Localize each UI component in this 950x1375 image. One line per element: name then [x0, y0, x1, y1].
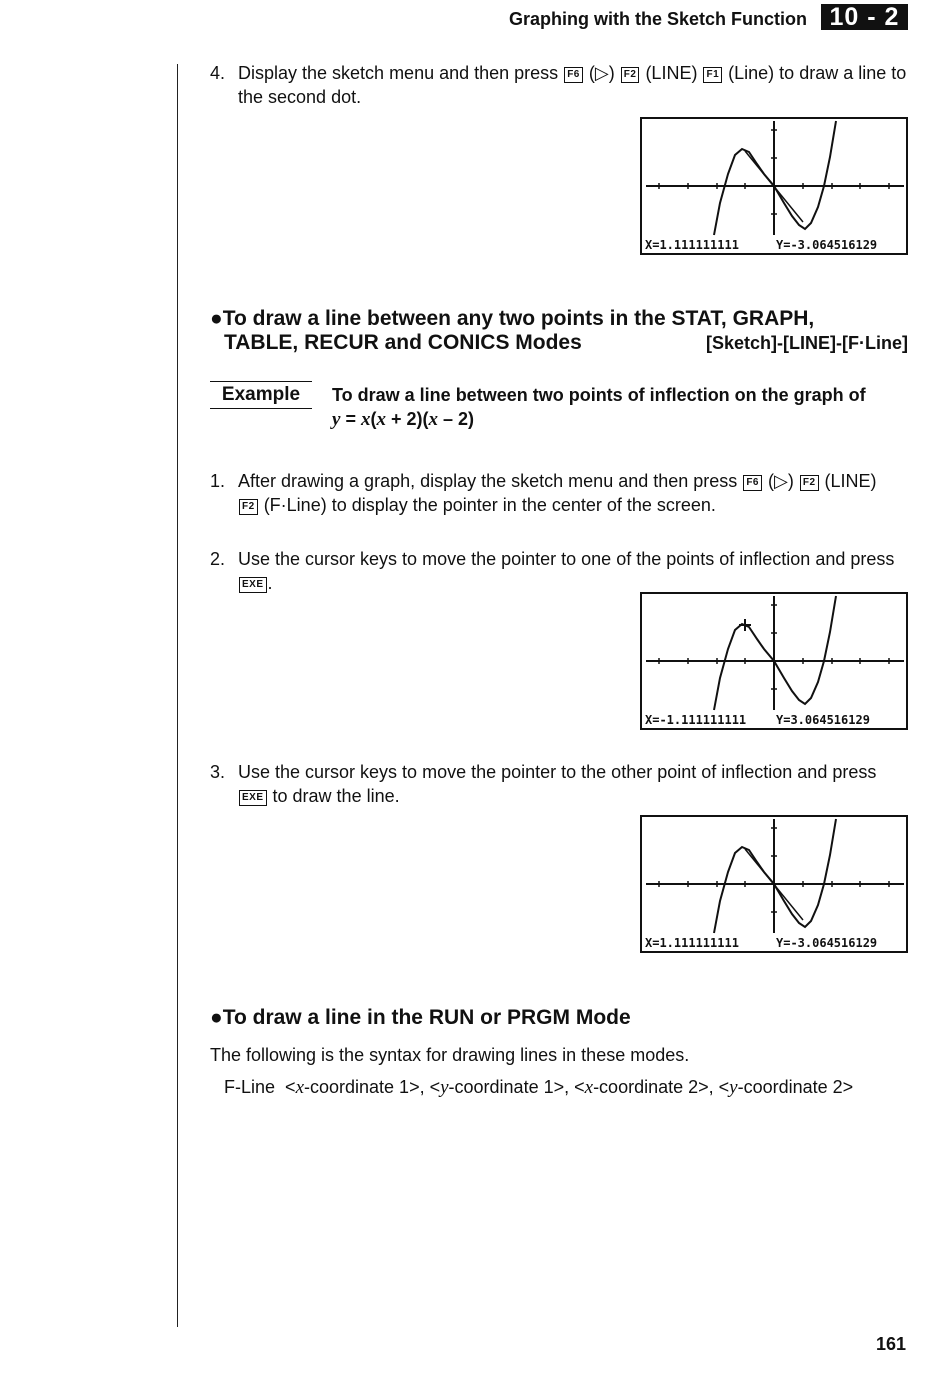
step-number: 1.: [210, 471, 226, 491]
graph-screen-3: [642, 817, 906, 951]
y-readout: Y=3.064516129: [776, 713, 870, 727]
f6-key: F6: [564, 67, 583, 83]
graph-screen-1: [642, 119, 906, 253]
x-readout: X=1.111111111: [645, 936, 739, 950]
syntax-line: F-Line <x-coordinate 1>, <y-coordinate 1>, <x-coordinate 2>, <y-coordinate 2>: [224, 1077, 854, 1098]
page-number: 161: [876, 1334, 907, 1354]
step-4: [210, 61, 910, 109]
step-text: Use the cursor keys to move the pointer to one of the points of inflection and press: [238, 549, 895, 569]
bullet: ●: [210, 1006, 223, 1029]
step-text: .: [267, 573, 273, 593]
step-text: After drawing a graph, display the sketch menu and then press: [238, 471, 738, 491]
f2-key: F2: [621, 67, 640, 83]
calculator-screen-3: [640, 815, 908, 953]
step-text: Display the sketch menu and then press: [238, 63, 559, 83]
f6-key: F6: [743, 475, 762, 491]
step-1: [210, 469, 880, 517]
bullet: ●: [210, 307, 223, 330]
section-heading-2: [210, 1006, 631, 1030]
step-text: (▷): [768, 471, 794, 491]
f2-key: F2: [800, 475, 819, 491]
graph-screen-2: [642, 594, 906, 728]
exe-key: EXE: [239, 790, 267, 806]
menu-path: [Sketch]-[LINE]-[F·Line]: [706, 333, 908, 353]
pointer-crosshair: [739, 619, 751, 631]
running-header-title: Graphing with the Sketch Function: [508, 9, 807, 29]
heading-line-1: To draw a line between any two points in the STAT, GRAPH,: [222, 307, 815, 330]
calculator-screen-1: [640, 117, 908, 255]
example-equation: y = x(x + 2)(x – 2): [332, 409, 474, 430]
calculator-screen-2: [640, 592, 908, 730]
example-label: Example: [210, 381, 312, 409]
x-readout: X=1.111111111: [645, 238, 739, 252]
step-text: (Line) to draw a line to the second dot.: [238, 63, 907, 107]
margin-rule: [177, 64, 178, 1327]
step-number: 4.: [210, 63, 226, 83]
y-readout: Y=-3.064516129: [776, 936, 878, 950]
step-text: to draw the line.: [272, 786, 400, 806]
step-number: 2.: [210, 549, 226, 569]
step-text: (LINE): [645, 63, 698, 83]
f2-key: F2: [239, 499, 258, 515]
section-number-badge: 10 - 2: [821, 4, 908, 30]
command-name: F-Line: [224, 1077, 276, 1097]
exe-key: EXE: [239, 577, 267, 593]
y-readout: Y=-3.064516129: [776, 238, 878, 252]
heading-line-2: TABLE, RECUR and CONICS Modes: [224, 331, 582, 354]
heading-text: To draw a line in the RUN or PRGM Mode: [222, 1006, 631, 1029]
step-number: 3.: [210, 762, 226, 782]
step-2: [210, 547, 910, 595]
syntax-intro: The following is the syntax for drawing lines in these modes.: [210, 1045, 690, 1065]
example-text: [332, 383, 866, 432]
example-description: To draw a line between two points of inflection on the graph of: [332, 385, 866, 405]
step-text: Use the cursor keys to move the pointer to the other point of inflection and press: [238, 762, 877, 782]
step-text: (▷): [588, 63, 615, 83]
step-text: (F·Line) to display the pointer in the center of the screen.: [263, 495, 716, 515]
x-readout: X=-1.111111111: [645, 713, 747, 727]
step-text: (LINE): [824, 471, 877, 491]
step-3: [210, 760, 900, 808]
f1-key: F1: [703, 67, 722, 83]
